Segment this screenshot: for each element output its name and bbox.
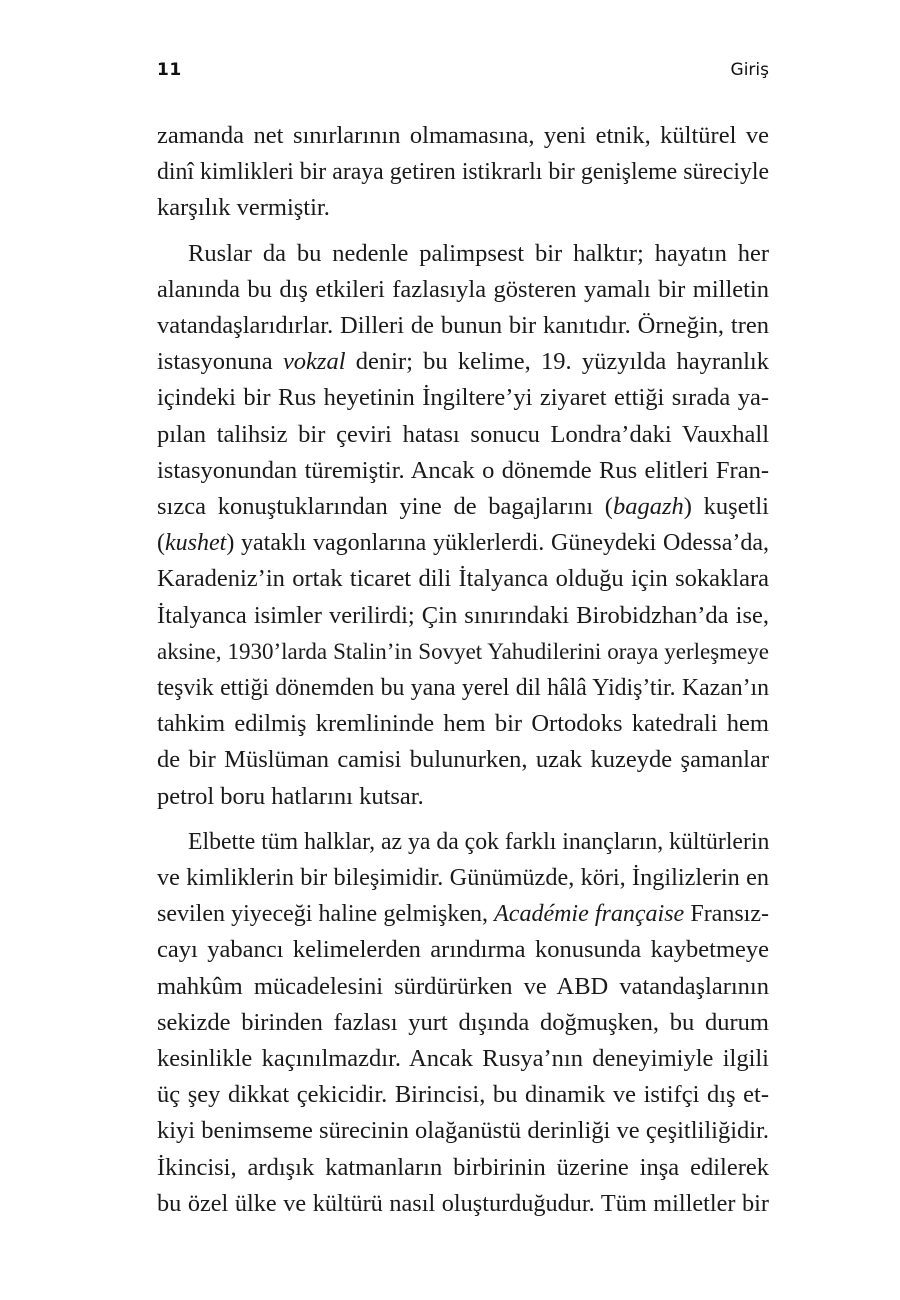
text-line: İtalyanca isimler verilirdi; Çin sınırındaki Birobidzhan’da ise, [157, 601, 769, 629]
text-line [157, 489, 769, 525]
italic-term: bagazh [612, 493, 684, 521]
text-line: alanında bu dış etkileri fazlasıyla gösteren yamalı bir milletin [157, 275, 769, 303]
text-run: sevilen yiyeceği haline gelmişken, [157, 901, 495, 928]
text-line: teşvik ettiği dönemden bu yana yerel dil hâlâ Yidiş’tir. Kazan’ın [157, 675, 769, 702]
running-header [157, 60, 769, 90]
text-run: sızca konuştuklarından yine de bagajlarını ( [157, 493, 613, 521]
text-line: üç şey dikkat çekicidir. Birincisi, bu dinamik ve istifçi dış et- [157, 1081, 769, 1109]
text-line [157, 525, 769, 561]
text-line: aksine, 1930’larda Stalin’in Sovyet Yahudilerini oraya yerleşmeye [157, 638, 769, 664]
chapter-title: Giriş [730, 60, 769, 80]
paragraph-2 [157, 236, 769, 815]
page-number: 11 [157, 60, 182, 80]
text-line: ve kimliklerin bir bileşimidir. Günümüzde, köri, İngilizlerin en [157, 864, 769, 892]
text-line: mahkûm mücadelesini sürdürürken ve ABD vatandaşlarının [157, 972, 769, 1000]
text-line: petrol boru hatlarını kutsar. [157, 782, 424, 810]
text-run: denir; bu kelime, 19. yüzyılda hayranlık [345, 348, 769, 376]
body-text [157, 118, 769, 1222]
text-line: kiyi benimseme sürecinin olağanüstü derinliği ve çeşitliliğidir. [157, 1117, 769, 1145]
text-line: de bir Müslüman camisi bulunurken, uzak kuzeyde şamanlar [157, 746, 769, 774]
text-line: İkincisi, ardışık katmanların birbirinin üzerine inşa edilerek [157, 1153, 769, 1181]
text-line: Elbette tüm halklar, az ya da çok farklı inançların, kültürlerin [188, 828, 770, 855]
text-line: cayı yabancı kelimelerden arındırma konusunda kaybetmeye [157, 936, 769, 964]
text-run: ) yataklı vagonlarına yüklerlerdi. Güneydeki Odessa’da, [226, 530, 769, 557]
text-line [157, 344, 769, 380]
text-run: ) kuşetli [683, 493, 769, 521]
text-run: ( [157, 530, 165, 557]
text-line: karşılık vermiştir. [157, 194, 330, 222]
text-line: Ruslar da bu nedenle palimpsest bir halktır; hayatın her [188, 239, 769, 267]
text-run: istasyonuna [157, 348, 283, 376]
text-line [157, 896, 769, 932]
text-line: tahkim edilmiş kremlininde hem bir Ortodoks katedrali hem [157, 710, 769, 738]
text-line: dinî kimlikleri bir araya getiren istikrarlı bir genişleme süreciyle [157, 159, 769, 186]
text-line: pılan talihsiz bir çeviri hatası sonucu Londra’daki Vauxhall [157, 420, 769, 448]
italic-term: kushet [165, 530, 227, 557]
text-line: zamanda net sınırlarının olmamasına, yeni etnik, kültürel ve [157, 122, 769, 149]
text-line: içindeki bir Rus heyetinin İngiltere’yi ziyaret ettiği sırada ya- [157, 384, 769, 412]
text-line: sekizde birinden fazlası yurt dışında doğmuşken, bu durum [157, 1008, 769, 1036]
text-line: kesinlikle kaçınılmazdır. Ancak Rusya’nın deneyimiyle ilgili [157, 1045, 769, 1073]
text-run: Fransız- [684, 901, 769, 928]
italic-term: Académie française [494, 901, 685, 928]
paragraph-3 [157, 824, 769, 1222]
text-line: bu özel ülke ve kültürü nasıl oluşturduğudur. Tüm milletler bir [157, 1189, 769, 1217]
paragraph-1 [157, 118, 769, 227]
italic-term: vokzal [282, 348, 346, 376]
text-line: istasyonundan türemiştir. Ancak o dönemde Rus elitleri Fran- [157, 456, 769, 484]
text-line: vatandaşlarıdırlar. Dilleri de bunun bir kanıtıdır. Örneğin, tren [157, 312, 769, 340]
text-line: Karadeniz’in ortak ticaret dili İtalyanca olduğu için sokaklara [157, 565, 769, 593]
